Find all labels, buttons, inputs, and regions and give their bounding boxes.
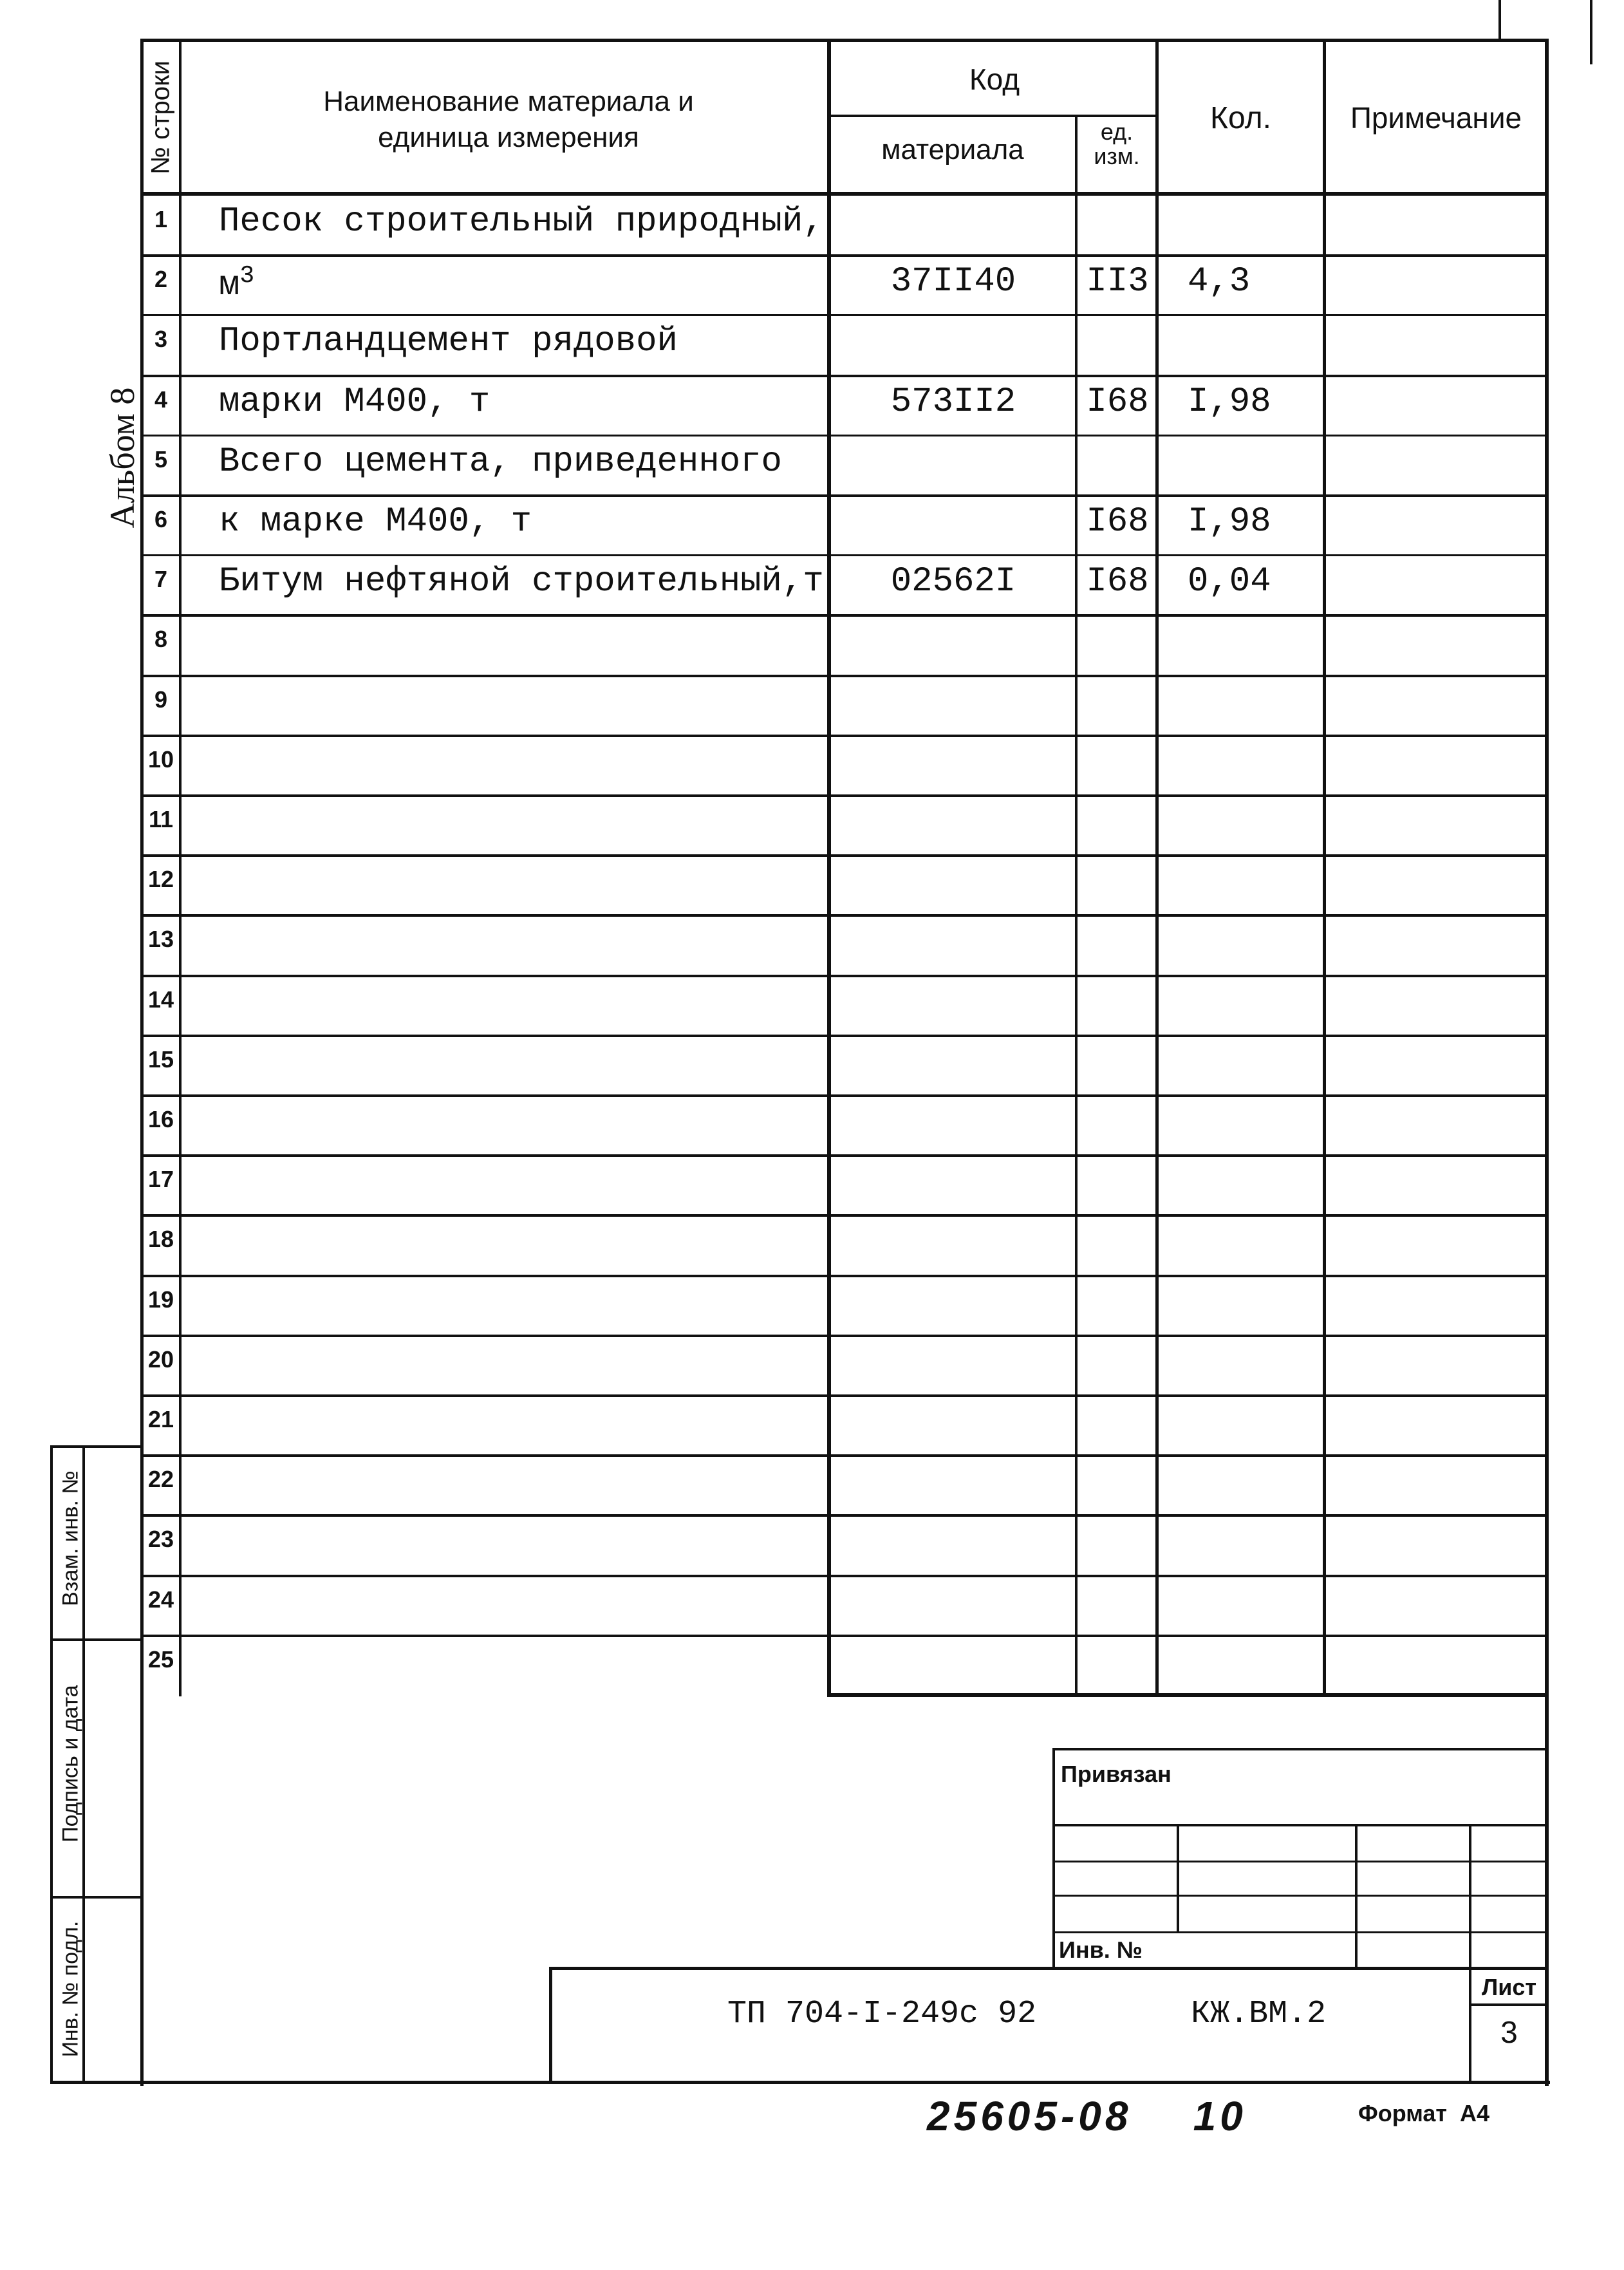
- row-number: 13: [147, 926, 174, 952]
- stamp-row-2: [1052, 1861, 1548, 1862]
- row-separator: [142, 1094, 1548, 1097]
- code-unit-header: ед. изм.: [1094, 118, 1140, 169]
- row-number-header: № строки: [146, 61, 175, 174]
- material-name: марки М400, т: [219, 382, 490, 422]
- row-separator: [142, 1394, 1548, 1397]
- row-separator: [142, 1335, 1548, 1337]
- code-material-header: материала: [881, 134, 1024, 165]
- row-number: 12: [147, 866, 174, 892]
- row-separator: [142, 614, 1548, 617]
- row-number: 17: [147, 1166, 174, 1192]
- col-line-qty: [1323, 39, 1326, 1696]
- material-name: Всего цемента, приведенного: [219, 442, 782, 482]
- row-separator: [142, 1275, 1548, 1277]
- stamp-col-2: [1355, 1824, 1358, 1969]
- row-separator: [142, 854, 1548, 857]
- row-separator: [142, 314, 1548, 316]
- material-name: Битум нефтяной строительный,т: [219, 562, 824, 601]
- row-number: 21: [147, 1406, 174, 1432]
- stamp-sheet-sep: [1469, 2003, 1548, 2006]
- code-subheader-line: [827, 115, 1159, 117]
- row-number: 10: [147, 746, 174, 773]
- row-separator: [142, 375, 1548, 377]
- stamp-row-3: [1052, 1895, 1548, 1897]
- album-label: Альбом 8: [103, 387, 142, 529]
- col-line-name: [827, 39, 831, 1696]
- unit-code: I68: [1086, 502, 1149, 541]
- row-separator: [142, 1454, 1548, 1457]
- row-separator: [142, 914, 1548, 917]
- inv-no-label: Инв. №: [1059, 1937, 1143, 1963]
- row-number: 2: [154, 266, 168, 292]
- stamp-privyazan-top: [1052, 1748, 1548, 1750]
- stamp-main-left: [549, 1967, 552, 2083]
- table-right-border: [1545, 39, 1549, 2086]
- header-bottom-border: [142, 192, 1548, 196]
- row-number: 1: [154, 206, 168, 232]
- row-separator: [142, 254, 1548, 257]
- row-separator: [142, 1575, 1548, 1577]
- stamp-main-top: [550, 1967, 1548, 1970]
- material-name: [219, 262, 254, 305]
- inv-podl-label: Инв. № подл.: [58, 1920, 83, 2058]
- row-number: 5: [154, 446, 168, 473]
- row-number: 24: [147, 1586, 174, 1613]
- row-number: 19: [147, 1286, 174, 1313]
- material-name: Портландцемент рядовой: [219, 322, 678, 361]
- format-label: Формат А4: [1358, 2100, 1490, 2126]
- row-separator: [142, 1154, 1548, 1157]
- col-line-code: [1075, 116, 1078, 1696]
- row-separator: [142, 735, 1548, 737]
- row-number: 8: [154, 626, 168, 652]
- stamp-row-4: [1052, 1931, 1548, 1933]
- quantity: 0,04: [1188, 562, 1271, 601]
- podpis-data-label: Подпись и дата: [58, 1685, 83, 1843]
- material-code: 37II40: [890, 262, 1016, 301]
- stamp-col-3: [1469, 1824, 1471, 2081]
- material-code: 02562I: [890, 562, 1016, 601]
- document-designation: ТП 704-I-249с 92 КЖ.ВМ.2: [727, 1996, 1327, 2032]
- row-separator: [142, 435, 1548, 436]
- unit-code: I68: [1086, 382, 1149, 422]
- row-separator: [142, 554, 1548, 556]
- note-header: Примечание: [1350, 101, 1522, 135]
- row-number: 22: [147, 1466, 174, 1492]
- corner-mark-2: [1590, 0, 1592, 64]
- quantity: I,98: [1188, 502, 1271, 541]
- row-number: 3: [154, 326, 168, 352]
- unit-code: II3: [1086, 262, 1149, 301]
- vzam-inv-label: Взам. инв. №: [58, 1470, 83, 1606]
- row-separator: [142, 975, 1548, 977]
- material-code: 573II2: [890, 382, 1016, 422]
- quantity: 4,3: [1188, 262, 1251, 301]
- code-header: Код: [969, 62, 1020, 96]
- qty-header: Кол.: [1210, 101, 1271, 135]
- row-separator: [142, 794, 1548, 797]
- stamp-col-1: [1177, 1824, 1179, 1933]
- page-bottom-border: [50, 2081, 1550, 2084]
- side-strip-left-border: [50, 1445, 53, 2083]
- row-separator: [142, 494, 1548, 497]
- name-header: Наименование материала и единица измерения: [323, 86, 694, 153]
- unit-superscript: 3: [239, 262, 255, 290]
- stamp-row-1: [1052, 1824, 1548, 1826]
- material-name-text: м: [219, 266, 240, 305]
- row-number: 9: [154, 686, 168, 713]
- col-line-rownum: [179, 39, 182, 1696]
- row-separator: [142, 675, 1548, 677]
- row-number: 16: [147, 1106, 174, 1132]
- unit-code: I68: [1086, 562, 1149, 601]
- row-number: 14: [147, 986, 174, 1013]
- row-separator: [142, 1635, 1548, 1637]
- stamp-left-border: [1052, 1748, 1055, 1970]
- privyazan-label: Привязан: [1061, 1761, 1171, 1787]
- row-separator: [142, 1035, 1548, 1037]
- row-number: 6: [154, 506, 168, 532]
- sheet-label: Лист: [1481, 1974, 1537, 2000]
- table-bottom-border: [827, 1693, 1548, 1697]
- row-number: 7: [154, 566, 168, 592]
- handwritten-number: 25605-08 10: [927, 2093, 1247, 2139]
- corner-mark: [1498, 0, 1501, 39]
- row-number: 4: [154, 386, 168, 413]
- material-name: к марке М400, т: [219, 502, 532, 541]
- quantity: I,98: [1188, 382, 1271, 422]
- row-number: 23: [147, 1526, 174, 1552]
- row-number: 15: [147, 1046, 174, 1073]
- row-number: 25: [147, 1646, 174, 1673]
- sheet-number: 3: [1500, 2016, 1518, 2050]
- row-number: 18: [147, 1226, 174, 1252]
- table-top-border: [142, 39, 1548, 42]
- row-number: 11: [148, 806, 174, 832]
- row-number: 20: [147, 1346, 174, 1373]
- row-separator: [142, 1514, 1548, 1517]
- row-separator: [142, 1214, 1548, 1217]
- material-name: Песок строительный природный,: [219, 202, 824, 241]
